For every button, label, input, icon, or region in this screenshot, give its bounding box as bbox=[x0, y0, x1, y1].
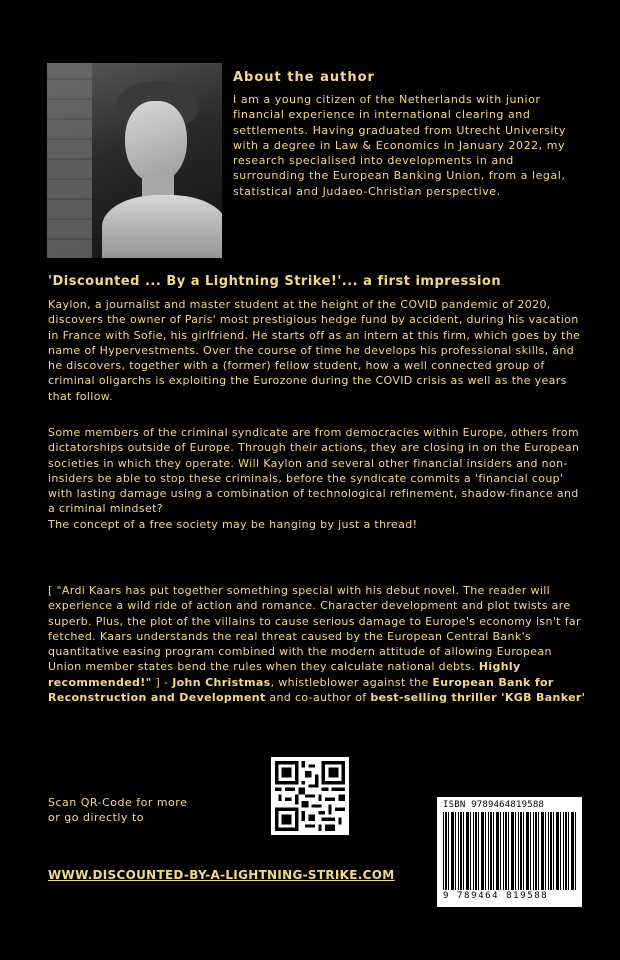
synopsis-paragraph-2-body: Some members of the criminal syndicate are from democracies within Europe, others from dictatorships outside of Europe. Through their actions, they are closing in on the European societies in which they operate. Will Kaylon and several other financial insiders and non-insiders be able to stop these criminals, before the syndicate commits a 'financial coup' with lasting damage using a combination of technological refinement, shadow-finance and a criminal mindset? bbox=[48, 426, 580, 516]
qr-label-line-2: or go directly to bbox=[48, 811, 145, 824]
author-photo bbox=[47, 63, 222, 258]
isbn-barcode bbox=[437, 797, 582, 907]
stone-wall-background bbox=[47, 63, 92, 258]
qr-code[interactable] bbox=[271, 757, 349, 835]
review-text: [ "Ardi Kaars has put together something special with his debut novel. The reader will experience a wild ride of action and romance. Character development and plot twists are superb. Plus, the plot of the villains to cause serious damage to Europe's economy isn't far fetched. Kaars understands the real threat caused by the European Central Bank's quantitative easing program combined with the modern attitude of allowing European Union member states bend the rules when they calculate national debts. bbox=[48, 584, 581, 674]
qr-instruction bbox=[48, 795, 187, 825]
barcode-bars bbox=[443, 812, 576, 890]
author-shirt bbox=[102, 195, 222, 258]
reviewer-role-2: and co-author of bbox=[265, 691, 371, 705]
review-bracket: ] - bbox=[151, 675, 173, 689]
review-quote bbox=[48, 583, 588, 705]
author-bio: I am a young citizen of the Netherlands with junior financial experience in international clearing and settlements. Having graduated from Utrecht University with a degree in Law & Economics in January 2022, my research specialised into developments in and surrounding the European Banking Union, from a legal, statistical and Judaeo-Christian perspective. bbox=[233, 93, 566, 198]
reviewer-organisation: European Bank for Reconstruction and Development bbox=[48, 675, 554, 705]
review-highlight: Highly recommended!" bbox=[48, 660, 521, 689]
about-author-heading: About the author bbox=[233, 70, 375, 85]
qr-code-icon bbox=[275, 761, 345, 831]
reviewer-name: John Christmas bbox=[172, 675, 271, 689]
isbn-digits: 9 789464 819588 bbox=[443, 891, 549, 901]
reviewer-role-1: , whistleblower against the bbox=[270, 675, 433, 689]
bestseller-title: best-selling thriller 'KGB Banker' bbox=[370, 691, 586, 705]
website-link[interactable]: WWW.DISCOUNTED-BY-A-LIGHTNING-STRIKE.COM bbox=[48, 868, 395, 882]
isbn-label: ISBN 9789464819588 bbox=[443, 800, 545, 810]
synopsis-closing-line: The concept of a free society may be hanging by just a thread! bbox=[48, 517, 418, 531]
first-impression-heading: 'Discounted ... By a Lightning Strike!'... a first impression bbox=[48, 274, 502, 289]
synopsis-paragraph-1: Kaylon, a journalist and master student at the height of the COVID pandemic of 2020, discovers the owner of Paris' most prestigious hedge fund by accident, during his vacation in France with Sofie, his girlfriend. He starts off as an intern at this firm, which goes by the name of Hypervestments. Over the course of time he develops his professional skills, ánd he discovers, together with a (former) fellow student, how a well connected group of criminal oligarchs is exploiting the Eurozone during the COVID crisis as well as the years that follow. bbox=[48, 298, 581, 403]
qr-label-line-1: Scan QR-Code for more bbox=[48, 796, 188, 809]
synopsis-paragraph-2 bbox=[48, 425, 588, 532]
author-face bbox=[125, 101, 187, 183]
